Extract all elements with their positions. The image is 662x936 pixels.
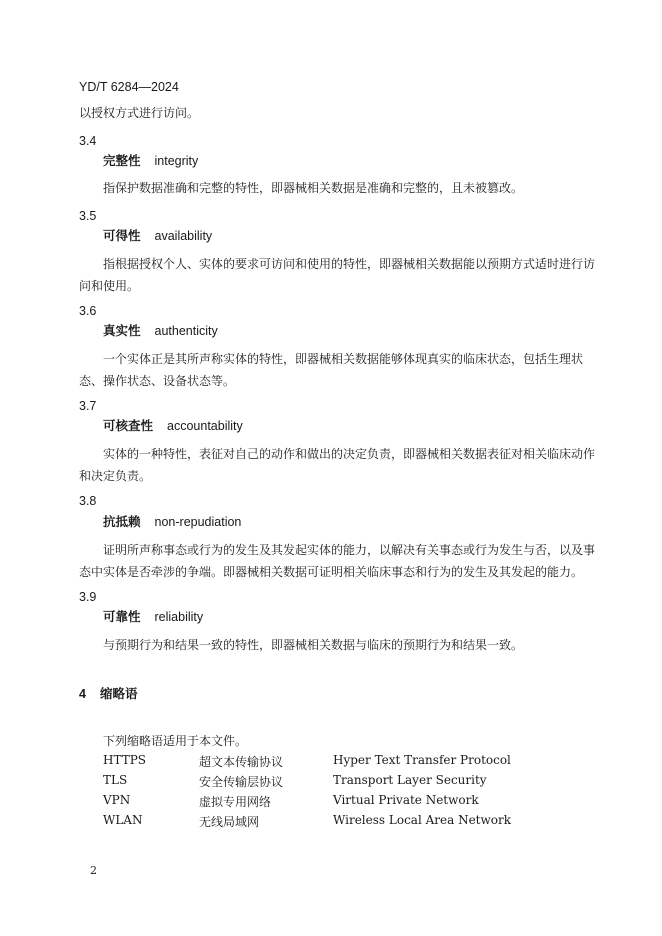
abbreviation-zh: 虚拟专用网络 [199, 795, 272, 809]
term-heading [103, 226, 212, 244]
abbreviation-en: Transport Layer Security [333, 773, 487, 787]
term-heading [103, 512, 241, 530]
term-zh: 可得性 [103, 229, 141, 243]
term-zh: 可核查性 [103, 419, 154, 433]
term-en: availability [154, 229, 213, 243]
page-number: 2 [90, 864, 97, 877]
continued-paragraph: 以授权方式进行访问。 [79, 106, 200, 120]
term-number: 3.4 [79, 134, 97, 148]
section-title: 缩略语 [99, 687, 138, 701]
abbreviation-en: Virtual Private Network [333, 793, 479, 807]
term-number: 3.6 [79, 304, 97, 318]
section-heading [79, 684, 137, 702]
term-zh: 完整性 [103, 154, 141, 168]
term-zh: 真实性 [103, 324, 141, 338]
term-number: 3.8 [79, 494, 97, 508]
abbreviation: WLAN [103, 813, 143, 827]
abbreviation: HTTPS [103, 753, 146, 767]
section-number: 4 [79, 687, 86, 701]
term-zh: 抗抵赖 [103, 515, 141, 529]
term-en: non-repudiation [154, 515, 242, 529]
term-definition: 一个实体正是其所声称实体的特性，即器械相关数据能够体现真实的临床状态，包括生理状态、操作状态、设备状态等。 [79, 352, 584, 388]
term-heading [103, 321, 218, 339]
abbreviation-intro: 下列缩略语适用于本文件。 [103, 734, 248, 748]
abbreviation-zh: 超文本传输协议 [199, 755, 284, 769]
term-definition: 实体的一种特性，表征对自己的动作和做出的决定负责，即器械相关数据表征对相关临床动作和决定负责。 [79, 447, 596, 483]
abbreviation-zh: 无线局域网 [199, 815, 260, 829]
term-heading [103, 151, 198, 169]
term-definition: 指根据授权个人、实体的要求可访问和使用的特性，即器械相关数据能以预期方式适时进行访问和使用。 [79, 257, 596, 293]
term-heading [103, 607, 203, 625]
term-number: 3.5 [79, 209, 97, 223]
term-number: 3.9 [79, 590, 97, 604]
abbreviation: TLS [103, 773, 128, 787]
term-heading [103, 416, 243, 434]
term-number: 3.7 [79, 399, 97, 413]
term-definition: 与预期行为和结果一致的特性，即器械相关数据与临床的预期行为和结果一致。 [103, 638, 524, 652]
term-definition: 指保护数据准确和完整的特性，即器械相关数据是准确和完整的，且未被篡改。 [103, 181, 524, 195]
abbreviation: VPN [103, 793, 131, 807]
abbreviation-zh: 安全传输层协议 [199, 775, 284, 789]
term-en: reliability [154, 610, 204, 624]
term-en: accountability [167, 419, 243, 433]
abbreviation-en: Wireless Local Area Network [333, 813, 511, 827]
term-en: authenticity [154, 324, 218, 338]
term-definition: 证明所声称事态或行为的发生及其发起实体的能力，以解决有关事态或行为发生与否，以及事态中实体是否牵涉的争端。即器械相关数据可证明相关临床事态和行为的发生及其发起的能力。 [79, 543, 596, 579]
document-header-code: YD/T 6284—2024 [79, 80, 179, 94]
abbreviation-en: Hyper Text Transfer Protocol [333, 753, 511, 767]
term-en: integrity [154, 154, 199, 168]
term-zh: 可靠性 [103, 610, 141, 624]
